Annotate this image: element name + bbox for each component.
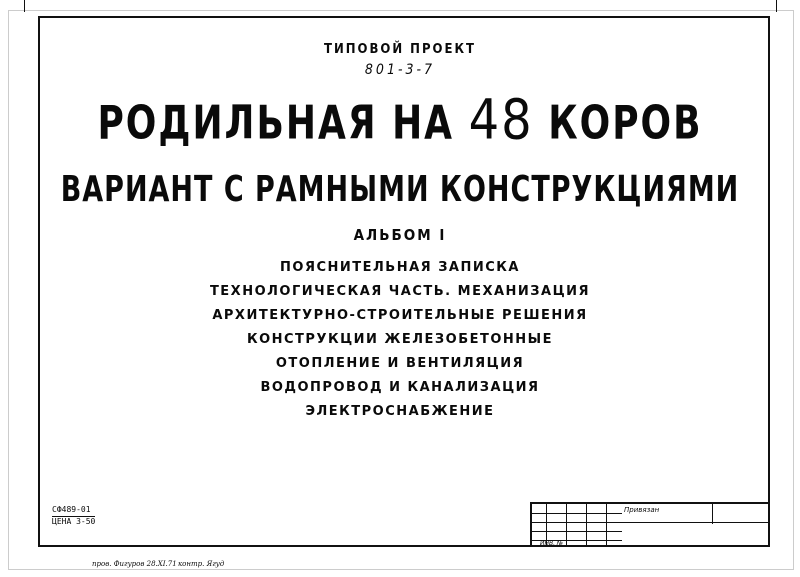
trim-mark — [24, 0, 25, 12]
list-item: ВОДОПРОВОД И КАНАЛИЗАЦИЯ — [260, 380, 540, 395]
attached-label: Привязан — [624, 506, 660, 514]
tb-divider — [532, 531, 622, 532]
list-item: ОТОПЛЕНИЕ И ВЕНТИЛЯЦИЯ — [275, 356, 525, 371]
tb-divider — [532, 522, 770, 523]
project-series: ТИПОВОЙ ПРОЕКТ — [323, 42, 477, 57]
inspector-signature: контр. Ягуд — [178, 560, 225, 568]
section-list — [0, 256, 800, 424]
subtitle: ВАРИАНТ С РАМНЫМИ КОНСТРУКЦИЯМИ — [60, 168, 740, 211]
title-suffix: КОРОВ — [548, 97, 703, 150]
document-stamp — [52, 505, 95, 527]
tb-divider — [712, 504, 713, 524]
list-item: ЭЛЕКТРОСНАБЖЕНИЕ — [305, 404, 495, 419]
title-block — [530, 502, 770, 547]
inventory-label: ИНВ. № — [540, 540, 564, 547]
list-item: ПОЯСНИТЕЛЬНАЯ ЗАПИСКА — [280, 260, 520, 275]
title-prefix: РОДИЛЬНАЯ НА — [97, 97, 455, 150]
list-item: КОНСТРУКЦИИ ЖЕЛЕЗОБЕТОННЫЕ — [246, 332, 554, 347]
album-label: АЛЬБОМ I — [353, 226, 447, 244]
tb-divider — [532, 513, 622, 514]
main-title — [0, 88, 800, 152]
checked-signature: пров. Фигуров 28.XI.71 — [92, 560, 177, 568]
stamp-price: ЦЕНА 3-50 — [52, 517, 96, 526]
title-number: 48 — [468, 87, 534, 153]
trim-mark — [776, 0, 777, 12]
list-item: ТЕХНОЛОГИЧЕСКАЯ ЧАСТЬ. МЕХАНИЗАЦИЯ — [209, 284, 591, 299]
project-code: 801-3-7 — [364, 62, 436, 78]
list-item: АРХИТЕКТУРНО-СТРОИТЕЛЬНЫЕ РЕШЕНИЯ — [212, 308, 588, 323]
stamp-number: СФ489-01 — [52, 505, 95, 517]
